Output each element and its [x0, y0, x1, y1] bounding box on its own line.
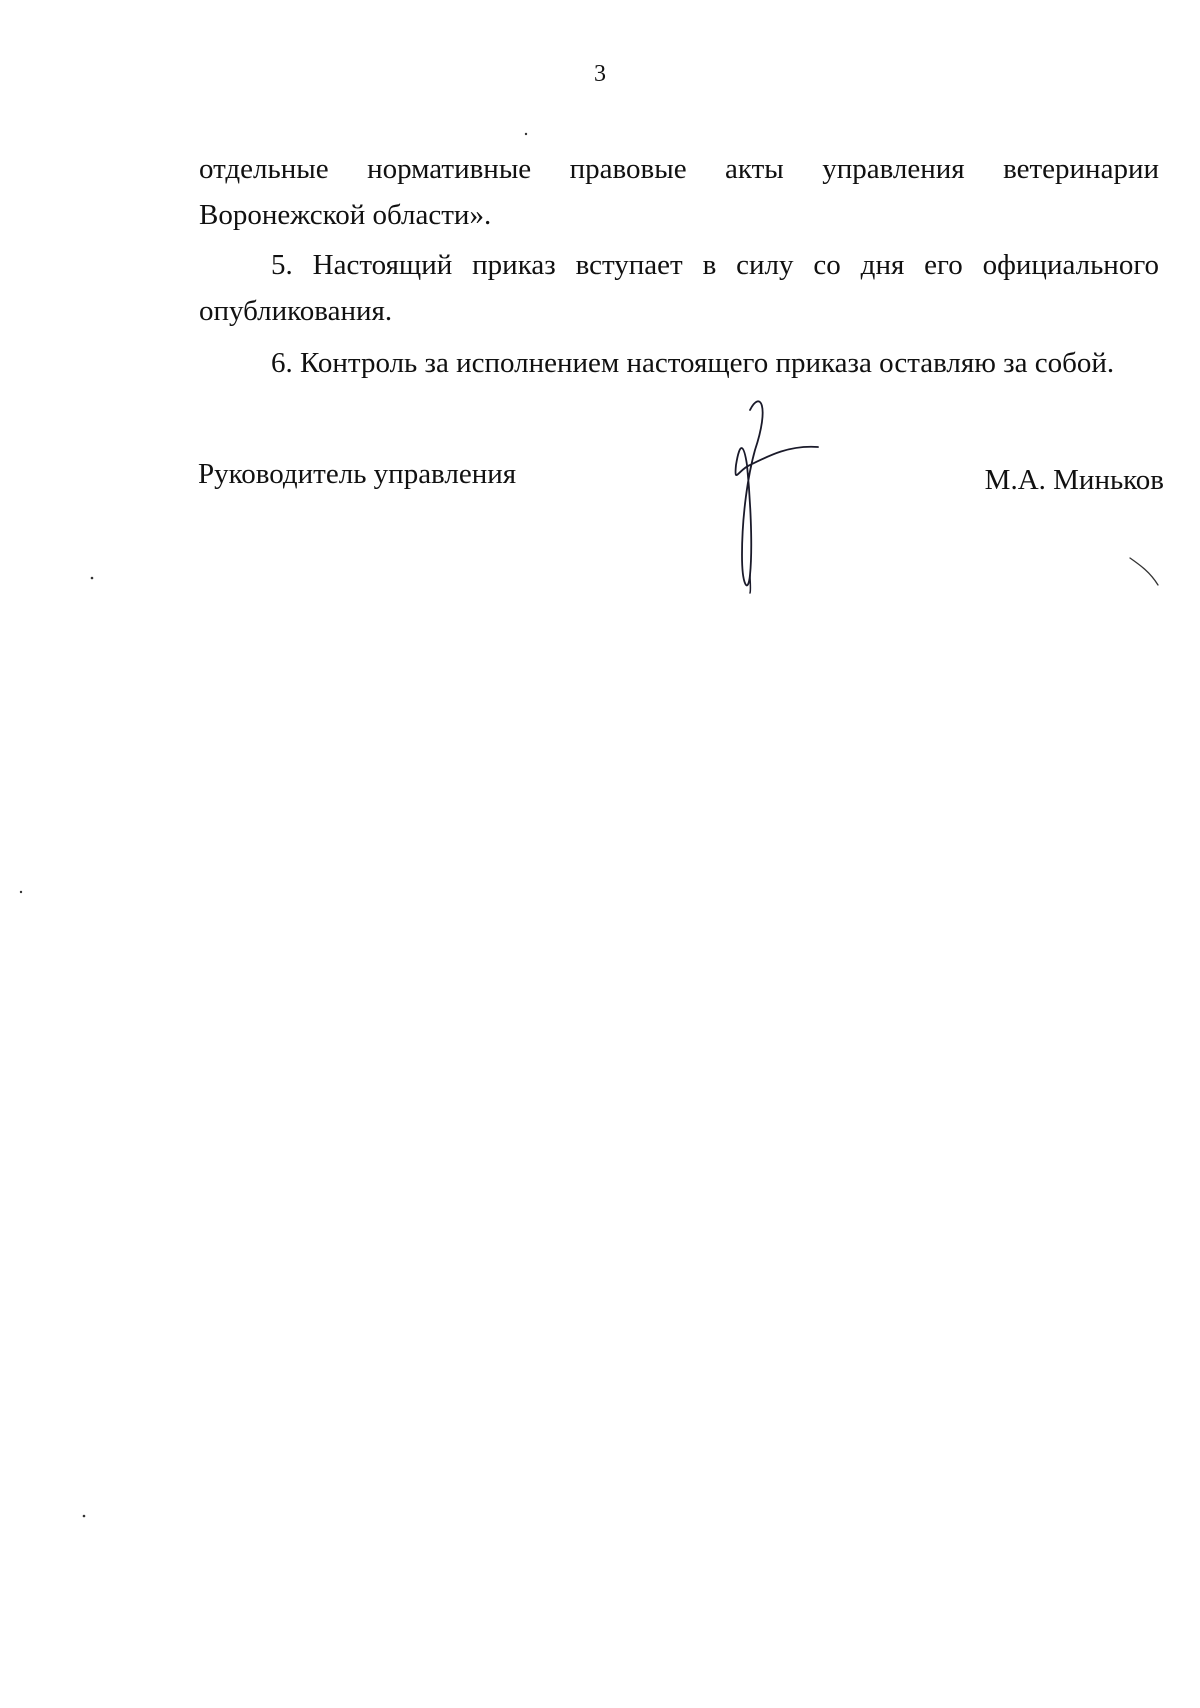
scan-speck [20, 891, 22, 893]
scan-stroke [1130, 558, 1158, 585]
paragraph-continuation: отдельные нормативные правовые акты управления ветеринарии Воронежской области». [199, 153, 1159, 231]
page-number: 3 [594, 61, 606, 87]
signer-position-title: Руководитель управления [198, 458, 517, 490]
scan-speck [525, 133, 527, 135]
handwritten-signature [720, 395, 830, 600]
scan-speck [91, 577, 94, 580]
paragraph-item-5: 5. Настоящий приказ вступает в силу со дня его официального опубликования. [199, 249, 1159, 327]
paragraph-item-6: 6. Контроль за исполнением настоящего приказа оставляю за собой. [271, 347, 1115, 379]
scan-speck [83, 1515, 86, 1518]
signer-name: М.А. Миньков [984, 464, 1164, 496]
